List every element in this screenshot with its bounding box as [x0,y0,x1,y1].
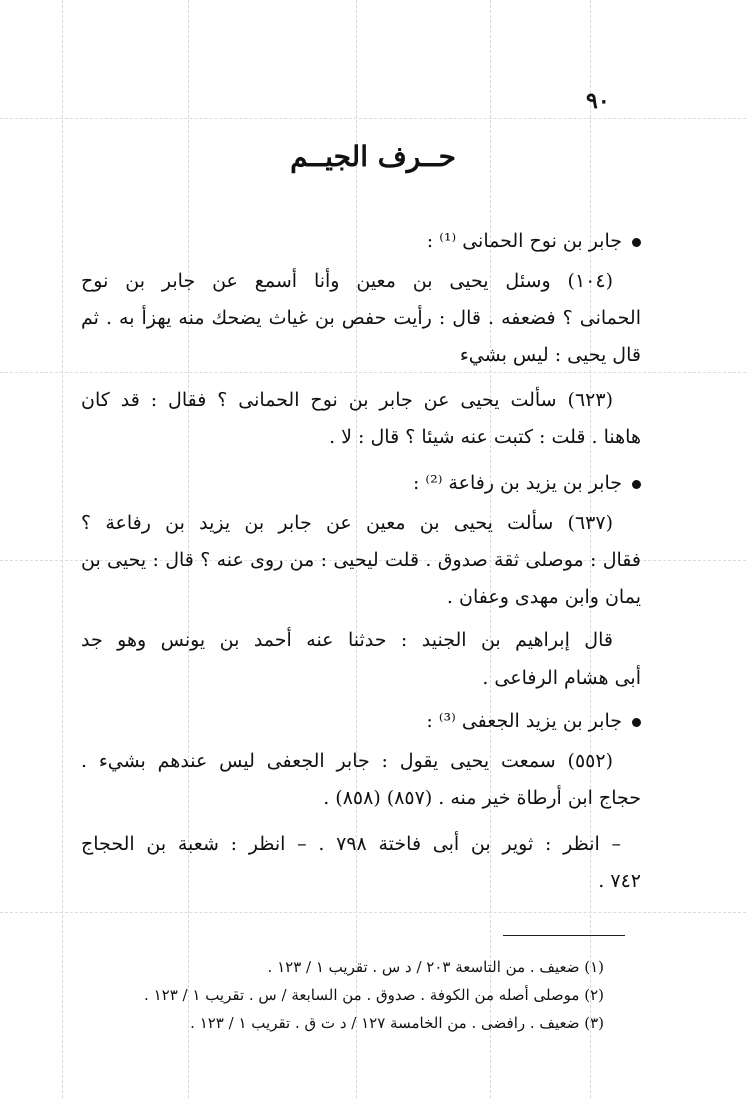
line-text: يمان وابن مهدى وعفان . [446,586,641,608]
line-text: (٦٢٣) سألت يحيى عن جابر بن نوح الحمانى ؟ فقال : قد كان [81,389,613,411]
bullet-icon [632,238,641,247]
footnote-1: (١) ضعيف . من التاسعة ٢٠٣ / د س . تقريب ١ / ١٢٣ . [267,958,604,976]
line-text: الحمانى ؟ فضعفه . قال : رأيت حفص بن غياث يضحك منه يهزأ به . ثم [81,307,641,329]
text-line [81,389,613,411]
line-text: فقال : موصلى ثقة صدوق . قلت ليحيى : من روى عنه ؟ قال : يحيى بن [81,549,641,571]
line-text: ٧٤٢ . [598,870,641,892]
bullet-icon [632,480,641,489]
line-text: (٥٥٢) سمعت يحيى يقول : جابر الجعفى ليس عندهم بشيء . [81,750,613,772]
line-text: (١٠٤) وسئل يحيى بن معين وأنا أسمع عن جابر بن نوح [81,270,613,292]
line-text: قال يحيى : ليس بشيء [459,344,641,366]
text-line [81,787,641,809]
line-text: جابر بن نوح الحمانى ⁽¹⁾ : [426,230,622,252]
text-line [81,750,613,772]
line-text: جابر بن يزيد الجعفى ⁽³⁾ : [426,710,622,732]
text-line [81,667,641,689]
text-line [81,549,641,571]
footnote-2: (٢) موصلى أصله من الكوفة . صدوق . من السابعة / س . تقريب ١ / ١٢٣ . [144,986,604,1004]
text-line [81,344,641,366]
text-line [81,426,641,448]
line-text: – انظر : ثوير بن أبى فاختة ٧٩٨ . – انظر : شعبة بن الحجاج [81,833,621,855]
line-text: (٦٣٧) سألت يحيى بن معين عن جابر بن يزيد بن رفاعة ؟ [81,512,613,534]
entry-heading [81,710,641,732]
text-line [81,629,613,651]
line-text: أبى هشام الرفاعى . [482,667,641,689]
text-line [81,307,641,329]
chapter-heading [0,140,746,173]
text-line [81,512,613,534]
text-line [81,586,641,608]
text-line [81,270,613,292]
bullet-icon [632,718,641,727]
footnote-rule [503,935,625,936]
chapter-heading-text: حــرف الجيــم [290,140,456,173]
line-text: هاهنا . قلت : كتبت عنه شيئا ؟ قال : لا . [329,426,641,448]
entry-heading [81,230,641,252]
page-number: ٩٠ [586,88,610,114]
footnote-3: (٣) ضعيف . رافضى . من الخامسة ١٢٧ / د ت ق . تقريب ١ / ١٢٣ . [190,1014,604,1032]
line-text: قال إبراهيم بن الجنيد : حدثنا عنه أحمد بن يونس وهو جد [81,629,613,651]
entry-heading [81,472,641,494]
text-line [81,833,621,855]
line-text: جابر بن يزيد بن رفاعة ⁽²⁾ : [412,472,622,494]
line-text: حجاج ابن أرطاة خير منه . (٨٥٧) (٨٥٨) . [323,787,641,809]
text-line [81,870,641,892]
